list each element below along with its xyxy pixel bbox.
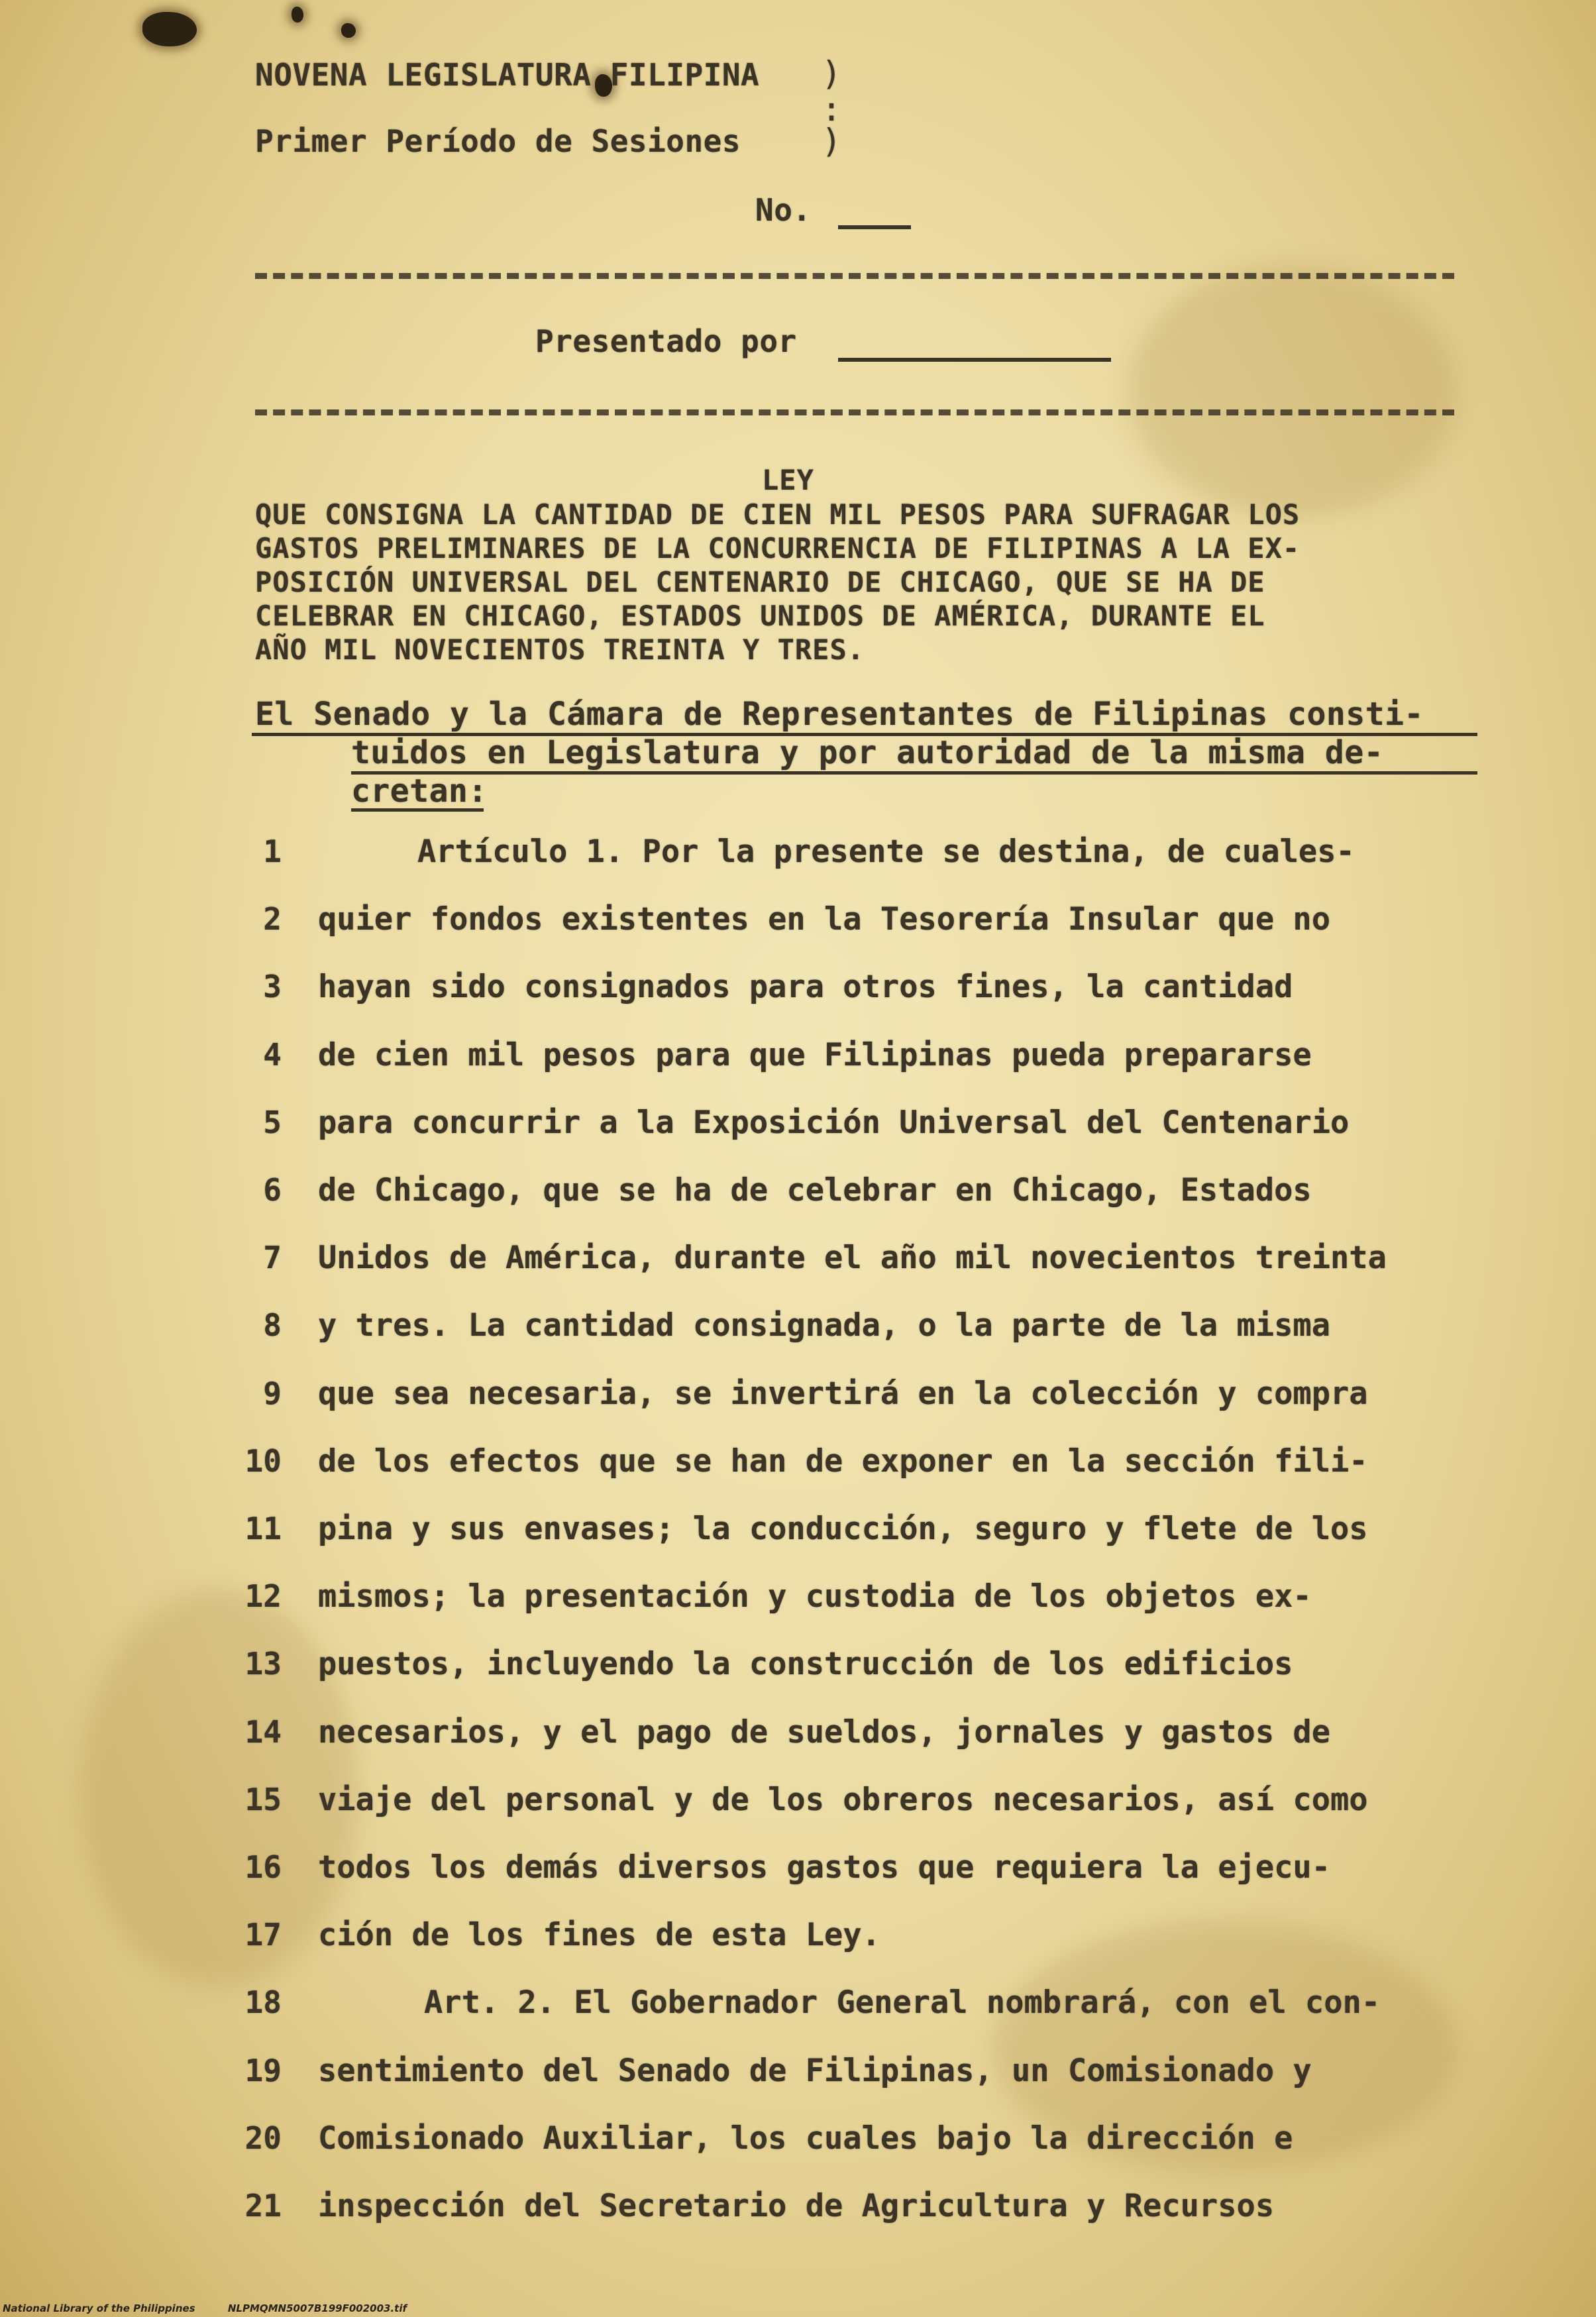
body-line: ción de los fines de esta Ley. bbox=[318, 1917, 880, 1953]
body-line: Artículo 1. Por la presente se destina, de cuales- bbox=[417, 834, 1355, 870]
line-number: 8 bbox=[263, 1307, 282, 1343]
file-identifier: NLPMQMN5007B199F002003.tif bbox=[227, 2302, 407, 2314]
body-line: Comisionado Auxiliar, los cuales bajo la dirección e bbox=[318, 2120, 1293, 2157]
line-number: 13 bbox=[244, 1646, 282, 1682]
body-line: puestos, incluyendo la construcción de los edificios bbox=[318, 1646, 1293, 1682]
presented-by-label: Presentado por bbox=[535, 323, 797, 359]
line-number: 3 bbox=[263, 969, 282, 1004]
body-line: Art. 2. El Gobernador General nombrará, con el con- bbox=[424, 1984, 1381, 2021]
bill-number-blank bbox=[838, 225, 911, 229]
line-number: 19 bbox=[244, 2053, 282, 2088]
line-number: 2 bbox=[263, 901, 282, 937]
header-brace: ) bbox=[822, 122, 842, 160]
scan-footer bbox=[3, 2302, 436, 2314]
body-line: viaje del personal y de los obreros necesarios, así como bbox=[318, 1782, 1368, 1818]
line-number: 5 bbox=[263, 1105, 282, 1140]
bill-title-line: CELEBRAR EN CHICAGO, ESTADOS UNIDOS DE AMÉRICA, DURANTE EL bbox=[255, 600, 1265, 632]
line-number: 20 bbox=[244, 2120, 282, 2156]
punch-hole bbox=[142, 12, 197, 46]
line-number: 15 bbox=[244, 1782, 282, 1817]
line-number: 17 bbox=[244, 1917, 282, 1953]
bill-title-line: QUE CONSIGNA LA CANTIDAD DE CIEN MIL PESOS PARA SUFRAGAR LOS bbox=[255, 498, 1301, 531]
separator-line bbox=[255, 409, 1454, 415]
line-number: 6 bbox=[263, 1172, 282, 1208]
enacting-underline bbox=[351, 771, 1477, 775]
punch-hole bbox=[292, 7, 303, 23]
legislature-name: NOVENA LEGISLATURA FILIPINA bbox=[255, 57, 760, 93]
line-number: 12 bbox=[244, 1578, 282, 1614]
body-line: que sea necesaria, se invertirá en la colección y compra bbox=[318, 1375, 1368, 1412]
header-brace: : bbox=[822, 90, 842, 129]
body-line: quier fondos existentes en la Tesorería Insular que no bbox=[318, 901, 1331, 938]
body-line: todos los demás diversos gastos que requiera la ejecu- bbox=[318, 1849, 1331, 1886]
line-number: 9 bbox=[263, 1375, 282, 1411]
presenter-blank bbox=[838, 358, 1111, 362]
enacting-clause-line: tuidos en Legislatura y por autoridad de la misma de- bbox=[351, 734, 1384, 771]
body-line: sentimiento del Senado de Filipinas, un Comisionado y bbox=[318, 2053, 1312, 2089]
header-brace: ) bbox=[822, 54, 842, 93]
line-number: 14 bbox=[244, 1714, 282, 1750]
line-number: 10 bbox=[244, 1443, 282, 1479]
enacting-clause-line: El Senado y la Cámara de Representantes de Filipinas consti- bbox=[255, 696, 1424, 733]
line-number: 7 bbox=[263, 1240, 282, 1275]
separator-line bbox=[255, 273, 1454, 279]
line-number: 21 bbox=[244, 2188, 282, 2224]
session-label: Primer Período de Sesiones bbox=[255, 123, 741, 159]
body-line: necesarios, y el pago de sueldos, jornales y gastos de bbox=[318, 1714, 1331, 1751]
line-number: 11 bbox=[244, 1511, 282, 1546]
bill-heading: LEY bbox=[762, 464, 814, 496]
line-number: 16 bbox=[244, 1849, 282, 1885]
paper-stain bbox=[1126, 265, 1458, 517]
enacting-underline bbox=[351, 808, 484, 812]
body-line: mismos; la presentación y custodia de los objetos ex- bbox=[318, 1578, 1312, 1615]
line-number: 4 bbox=[263, 1037, 282, 1073]
body-line: pina y sus envases; la conducción, seguro y flete de los bbox=[318, 1511, 1368, 1547]
bill-title-line: GASTOS PRELIMINARES DE LA CONCURRENCIA DE FILIPINAS A LA EX- bbox=[255, 532, 1301, 565]
bill-number-label: No. bbox=[755, 192, 812, 228]
bill-title-line: AÑO MIL NOVECIENTOS TREINTA Y TRES. bbox=[255, 633, 865, 666]
enacting-clause-line: cretan: bbox=[351, 773, 488, 810]
body-line: y tres. La cantidad consignada, o la parte de la misma bbox=[318, 1307, 1331, 1344]
line-number: 18 bbox=[244, 1984, 282, 2020]
paper-stain bbox=[80, 1590, 358, 1988]
body-line: inspección del Secretario de Agricultura y Recursos bbox=[318, 2188, 1275, 2224]
body-line: de Chicago, que se ha de celebrar en Chicago, Estados bbox=[318, 1172, 1312, 1209]
body-line: de cien mil pesos para que Filipinas pueda prepararse bbox=[318, 1037, 1312, 1073]
body-line: de los efectos que se han de exponer en la sección fili- bbox=[318, 1443, 1368, 1480]
bill-title-line: POSICIÓN UNIVERSAL DEL CENTENARIO DE CHICAGO, QUE SE HA DE bbox=[255, 566, 1265, 598]
library-credit: National Library of the Philippines bbox=[3, 2302, 195, 2314]
body-line: Unidos de América, durante el año mil novecientos treinta bbox=[318, 1240, 1387, 1276]
punch-hole bbox=[341, 23, 356, 38]
body-line: hayan sido consignados para otros fines, la cantidad bbox=[318, 969, 1293, 1005]
body-line: para concurrir a la Exposición Universal del Centenario bbox=[318, 1105, 1350, 1141]
line-number: 1 bbox=[263, 834, 282, 869]
